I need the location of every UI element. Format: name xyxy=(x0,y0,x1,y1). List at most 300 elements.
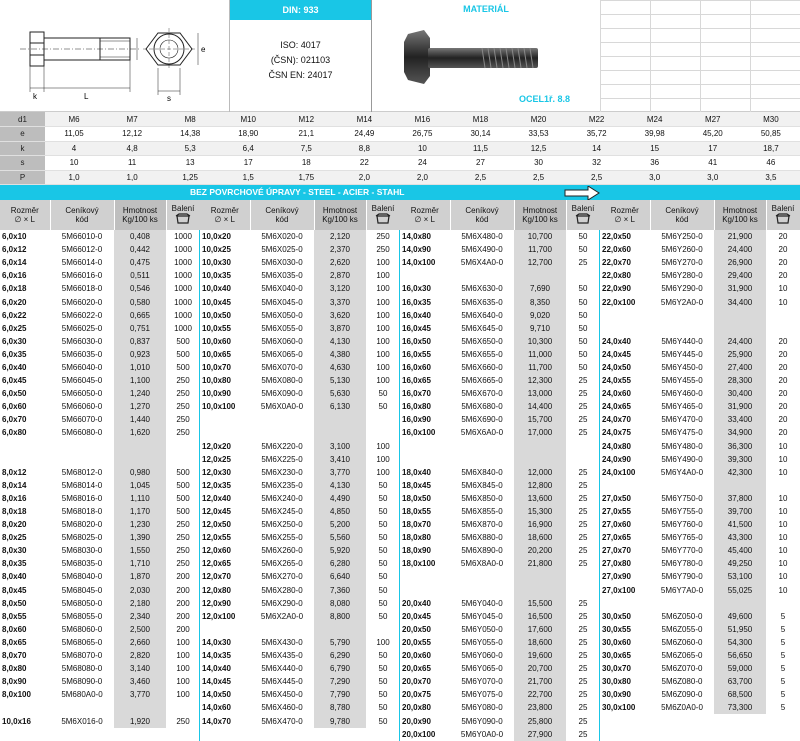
weight-cell: 21,800 xyxy=(514,557,566,570)
pack-cell: 20 xyxy=(778,428,788,438)
pack-cell: 25 xyxy=(578,507,588,517)
size-cell: 6,0x70 xyxy=(2,415,27,425)
code-cell: 5M6X435-0 xyxy=(261,651,303,661)
dims-value: 1,0 xyxy=(45,170,103,185)
weight-cell: 25,800 xyxy=(514,714,566,727)
dims-size: M16 xyxy=(393,112,451,127)
product-row xyxy=(600,649,800,662)
code-header-sublabel: kód xyxy=(475,215,489,224)
size-cell: 8,0x25 xyxy=(2,533,27,543)
blank-cell xyxy=(0,453,50,466)
weight-cell: 4,630 xyxy=(314,361,366,374)
weight-cell: 12,700 xyxy=(514,256,566,269)
iso-standard: ISO: 4017 xyxy=(280,40,321,50)
size-cell: 16,0x45 xyxy=(402,323,431,333)
weight-cell: 1,710 xyxy=(114,557,166,570)
pack-cell: 100 xyxy=(376,336,390,346)
code-cell: 5M6X4A0-0 xyxy=(460,258,504,268)
pack-cell: 50 xyxy=(578,310,588,320)
weight-cell: 3,100 xyxy=(314,440,366,453)
product-row xyxy=(600,584,800,597)
weight-cell: 11,000 xyxy=(514,348,566,361)
size-cell: 10,0x100 xyxy=(202,402,236,412)
product-row xyxy=(600,269,800,282)
size-cell: 16,0x65 xyxy=(402,376,431,386)
blank-cell xyxy=(250,623,314,636)
weight-cell: 25,900 xyxy=(714,348,766,361)
product-row xyxy=(0,243,200,256)
dims-size: M7 xyxy=(103,112,161,127)
size-cell: 22,0x90 xyxy=(602,284,631,294)
code-header-label: Ceníkový xyxy=(665,206,699,215)
size-header xyxy=(400,200,450,230)
code-cell: 5M6X645-0 xyxy=(461,323,503,333)
pack-cell: 25 xyxy=(578,624,588,634)
size-cell: 24,0x65 xyxy=(602,402,631,412)
code-cell: 5M6Y080-0 xyxy=(461,703,503,713)
size-cell: 10,0x60 xyxy=(202,336,231,346)
size-cell: 20,0x55 xyxy=(402,637,431,647)
pack-cell: 250 xyxy=(176,389,190,399)
product-row xyxy=(200,570,400,583)
product-row xyxy=(0,557,200,570)
blank-row xyxy=(200,623,400,636)
code-header xyxy=(450,200,514,230)
code-cell: 5M6X855-0 xyxy=(461,507,503,517)
code-cell: 5M6X470-0 xyxy=(261,716,303,726)
code-cell: 5M6Y040-0 xyxy=(461,598,503,608)
product-row xyxy=(600,453,800,466)
blank-cell xyxy=(566,269,600,282)
product-row xyxy=(600,531,800,544)
dims-label: k xyxy=(0,141,45,156)
code-header-sublabel: kód xyxy=(675,215,689,224)
dims-size: M14 xyxy=(335,112,393,127)
weight-cell: 7,690 xyxy=(514,282,566,295)
product-row xyxy=(200,544,400,557)
product-row xyxy=(600,374,800,387)
blank-cell xyxy=(166,453,200,466)
product-header-row xyxy=(400,200,600,230)
weight-cell: 2,660 xyxy=(114,636,166,649)
bolt-technical-drawing xyxy=(0,0,230,112)
dims-value: 35,72 xyxy=(568,127,626,142)
size-cell: 18,0x45 xyxy=(402,480,431,490)
product-row xyxy=(600,570,800,583)
finish-banner xyxy=(0,185,800,200)
dims-value: 45,20 xyxy=(684,127,742,142)
code-cell: 5M66010-0 xyxy=(61,232,103,242)
code-cell: 5M68016-0 xyxy=(61,493,103,503)
code-cell: 5M6Z070-0 xyxy=(661,664,703,674)
dims-size: M18 xyxy=(451,112,509,127)
blank-cell xyxy=(650,479,714,492)
product-row xyxy=(200,701,400,714)
blank-cell xyxy=(514,584,566,597)
product-row xyxy=(400,256,600,269)
product-row xyxy=(400,688,600,701)
pack-cell: 50 xyxy=(578,362,588,372)
blank-cell xyxy=(200,623,250,636)
code-cell: 5M68035-0 xyxy=(61,559,103,569)
code-cell: 5M680A0-0 xyxy=(61,690,103,700)
size-cell: 27,0x60 xyxy=(602,520,631,530)
weight-cell: 1,270 xyxy=(114,400,166,413)
pack-cell: 10 xyxy=(778,507,788,517)
weight-cell: 2,500 xyxy=(114,623,166,636)
weight-cell: 1,550 xyxy=(114,544,166,557)
pack-header-label: Balení xyxy=(371,204,395,213)
product-row xyxy=(600,348,800,361)
pack-cell: 100 xyxy=(376,310,390,320)
size-cell: 6,0x16 xyxy=(2,271,27,281)
product-row xyxy=(400,479,600,492)
size-cell: 14,0x50 xyxy=(202,690,231,700)
size-cell: 20,0x90 xyxy=(402,716,431,726)
dims-label: e xyxy=(0,127,45,142)
product-row xyxy=(200,610,400,623)
header-section xyxy=(0,0,800,112)
code-cell: 5M6Y280-0 xyxy=(661,271,703,281)
blank-cell xyxy=(650,309,714,322)
weight-cell: 1,045 xyxy=(114,479,166,492)
code-cell: 5M6Z050-0 xyxy=(661,611,703,621)
size-header-sublabel: ∅ × L xyxy=(414,215,436,224)
weight-cell: 34,900 xyxy=(714,426,766,439)
product-row xyxy=(400,492,600,505)
dims-value: 1,75 xyxy=(277,170,335,185)
dims-value: 11,5 xyxy=(451,141,509,156)
size-cell: 8,0x20 xyxy=(2,520,27,530)
weight-cell: 3,120 xyxy=(314,282,366,295)
bolt-drawing-svg xyxy=(0,0,230,112)
weight-cell: 17,000 xyxy=(514,426,566,439)
pack-cell: 250 xyxy=(176,402,190,412)
product-row xyxy=(400,675,600,688)
weight-cell: 24,400 xyxy=(714,335,766,348)
size-cell: 24,0x45 xyxy=(602,349,631,359)
dims-label: P xyxy=(0,170,45,185)
pack-cell: 25 xyxy=(578,389,588,399)
pack-cell: 200 xyxy=(176,585,190,595)
code-cell: 5M6Y090-0 xyxy=(461,716,503,726)
code-cell: 5M6X460-0 xyxy=(261,703,303,713)
csn-en-standard: ČSN EN: 24017 xyxy=(268,70,333,80)
product-row xyxy=(200,230,400,243)
product-row xyxy=(0,531,200,544)
product-row xyxy=(400,282,600,295)
pack-cell: 5 xyxy=(780,690,786,700)
dims-value: 1,25 xyxy=(161,170,219,185)
product-row xyxy=(600,675,800,688)
weight-cell: 51,950 xyxy=(714,623,766,636)
dims-value: 2,5 xyxy=(510,170,568,185)
code-cell: 5M6X480-0 xyxy=(461,232,503,242)
weight-header xyxy=(114,200,166,230)
product-row xyxy=(200,675,400,688)
size-cell: 8,0x45 xyxy=(2,585,27,595)
size-cell: 16,0x90 xyxy=(402,415,431,425)
dims-size: M30 xyxy=(742,112,800,127)
weight-cell: 54,300 xyxy=(714,636,766,649)
pack-cell: 500 xyxy=(176,349,190,359)
pack-header-label: Balení xyxy=(771,204,795,213)
pack-cell: 100 xyxy=(176,651,190,661)
blank-cell xyxy=(400,269,450,282)
pack-cell: 25 xyxy=(578,376,588,386)
dims-value: 14,38 xyxy=(161,127,219,142)
pack-cell: 25 xyxy=(578,637,588,647)
size-cell: 27,0x50 xyxy=(602,493,631,503)
pack-cell: 5 xyxy=(780,703,786,713)
blank-cell xyxy=(50,440,114,453)
size-cell: 22,0x70 xyxy=(602,258,631,268)
code-cell: 5M6X250-0 xyxy=(261,520,303,530)
size-cell: 6,0x20 xyxy=(2,297,27,307)
size-cell: 12,0x45 xyxy=(202,507,231,517)
product-table xyxy=(0,200,201,728)
product-row xyxy=(600,256,800,269)
code-cell: 5M66070-0 xyxy=(61,415,103,425)
weight-cell: 16,900 xyxy=(514,518,566,531)
label-L: L xyxy=(84,92,89,101)
code-cell: 5M68070-0 xyxy=(61,651,103,661)
pack-cell: 5 xyxy=(780,637,786,647)
size-cell: 24,0x80 xyxy=(602,441,631,451)
size-cell: 16,0x60 xyxy=(402,362,431,372)
code-cell: 5M6X090-0 xyxy=(261,389,303,399)
dims-row xyxy=(0,170,800,185)
code-header-label: Ceníkový xyxy=(265,206,299,215)
pack-cell: 25 xyxy=(578,690,588,700)
pack-header xyxy=(166,200,200,230)
size-cell: 18,0x90 xyxy=(402,546,431,556)
weight-cell: 15,700 xyxy=(514,413,566,426)
weight-cell: 7,360 xyxy=(314,584,366,597)
blank-cell xyxy=(714,479,766,492)
weight-cell: 42,300 xyxy=(714,466,766,479)
product-row xyxy=(200,400,400,413)
pack-cell: 250 xyxy=(176,559,190,569)
product-row xyxy=(400,728,600,741)
blank-row xyxy=(600,309,800,322)
size-cell: 10,0x90 xyxy=(202,389,231,399)
code-cell: 5M6X055-0 xyxy=(261,323,303,333)
size-cell: 8,0x40 xyxy=(2,572,27,582)
dims-value: 2,5 xyxy=(451,170,509,185)
blank-cell xyxy=(400,570,450,583)
weight-cell: 22,700 xyxy=(514,688,566,701)
product-column xyxy=(200,200,400,741)
pack-cell: 100 xyxy=(176,664,190,674)
weight-cell: 0,980 xyxy=(114,466,166,479)
product-row xyxy=(400,701,600,714)
weight-cell: 0,442 xyxy=(114,243,166,256)
size-cell: 27,0x55 xyxy=(602,507,631,517)
pack-cell: 100 xyxy=(376,454,390,464)
weight-cell: 3,770 xyxy=(314,466,366,479)
size-cell: 12,0x70 xyxy=(202,572,231,582)
weight-cell: 27,900 xyxy=(514,728,566,741)
code-cell: 5M6Y455-0 xyxy=(661,376,703,386)
blank-cell xyxy=(450,440,514,453)
weight-cell: 11,700 xyxy=(514,361,566,374)
blank-cell xyxy=(514,570,566,583)
pack-cell: 250 xyxy=(176,376,190,386)
code-cell: 5M6Y445-0 xyxy=(661,349,703,359)
pack-cell: 100 xyxy=(176,637,190,647)
pack-cell: 20 xyxy=(778,232,788,242)
weight-cell: 45,400 xyxy=(714,544,766,557)
code-cell: 5M6Z0A0-0 xyxy=(661,703,703,713)
weight-cell: 10,700 xyxy=(514,230,566,243)
code-cell: 5M66016-0 xyxy=(61,271,103,281)
size-header xyxy=(0,200,50,230)
weight-cell: 49,250 xyxy=(714,557,766,570)
product-row xyxy=(400,623,600,636)
pack-cell: 100 xyxy=(376,349,390,359)
material-label: MATERIÁL xyxy=(463,4,509,14)
product-row xyxy=(0,662,200,675)
pack-cell: 50 xyxy=(578,232,588,242)
weight-cell: 6,640 xyxy=(314,570,366,583)
code-cell: 5M6Y440-0 xyxy=(661,336,703,346)
pack-cell: 5 xyxy=(780,651,786,661)
product-row xyxy=(400,400,600,413)
code-cell: 5M6X230-0 xyxy=(261,467,303,477)
weight-header-label: Hmotnost xyxy=(322,206,358,215)
blank-cell xyxy=(766,309,800,322)
weight-cell: 2,030 xyxy=(114,584,166,597)
pack-header xyxy=(366,200,400,230)
standards-box xyxy=(230,0,372,112)
product-row xyxy=(600,243,800,256)
code-cell: 5M68020-0 xyxy=(61,520,103,530)
pack-cell: 50 xyxy=(378,651,388,661)
weight-header xyxy=(314,200,366,230)
size-cell: 8,0x70 xyxy=(2,651,27,661)
pack-header xyxy=(566,200,600,230)
weight-cell: 31,900 xyxy=(714,400,766,413)
product-row xyxy=(600,230,800,243)
code-cell: 5M66020-0 xyxy=(61,297,103,307)
size-cell: 30,0x80 xyxy=(602,677,631,687)
product-row xyxy=(0,269,200,282)
blank-cell xyxy=(314,623,366,636)
weight-cell: 12,000 xyxy=(514,466,566,479)
size-cell: 6,0x10 xyxy=(2,232,27,242)
pack-cell: 250 xyxy=(176,546,190,556)
pack-cell: 25 xyxy=(578,611,588,621)
empty-grid-area xyxy=(600,0,800,112)
pack-cell: 500 xyxy=(176,362,190,372)
code-cell: 5M6X0A0-0 xyxy=(260,402,304,412)
weight-cell: 73,300 xyxy=(714,701,766,714)
pack-cell: 50 xyxy=(578,245,588,255)
blank-cell xyxy=(314,426,366,439)
size-cell: 16,0x50 xyxy=(402,336,431,346)
product-column xyxy=(0,200,200,741)
pack-header xyxy=(766,200,800,230)
code-cell: 5M68060-0 xyxy=(61,624,103,634)
weight-cell: 55,025 xyxy=(714,584,766,597)
size-cell: 6,0x80 xyxy=(2,428,27,438)
pack-cell: 100 xyxy=(376,637,390,647)
code-cell: 5M6X080-0 xyxy=(261,376,303,386)
code-cell: 5M6Y765-0 xyxy=(661,533,703,543)
pack-cell: 100 xyxy=(376,467,390,477)
blank-row xyxy=(200,426,400,439)
pack-cell: 100 xyxy=(376,362,390,372)
pack-cell: 25 xyxy=(578,729,588,739)
dims-value: 11 xyxy=(103,156,161,171)
weight-cell: 20,700 xyxy=(514,662,566,675)
product-row xyxy=(0,584,200,597)
code-cell: 5M6X255-0 xyxy=(261,533,303,543)
size-cell: 16,0x70 xyxy=(402,389,431,399)
dims-size: M6 xyxy=(45,112,103,127)
csn-standard: (ČSN): 021103 xyxy=(270,55,331,65)
pack-cell: 250 xyxy=(376,232,390,242)
pack-cell: 10 xyxy=(778,520,788,530)
pack-cell: 10 xyxy=(778,572,788,582)
pack-cell: 25 xyxy=(578,546,588,556)
product-row xyxy=(200,584,400,597)
product-row xyxy=(200,492,400,505)
product-row xyxy=(0,387,200,400)
size-header-label: Rozměr xyxy=(10,206,39,215)
pack-cell: 50 xyxy=(578,297,588,307)
size-cell: 27,0x90 xyxy=(602,572,631,582)
weight-cell: 9,780 xyxy=(314,714,366,727)
blank-row xyxy=(400,269,600,282)
product-row xyxy=(0,570,200,583)
size-cell: 12,0x100 xyxy=(202,611,236,621)
product-row xyxy=(0,322,200,335)
weight-cell: 10,300 xyxy=(514,335,566,348)
product-row xyxy=(0,675,200,688)
pack-cell: 10 xyxy=(778,467,788,477)
dims-size-row xyxy=(0,112,800,127)
code-cell: 5M68018-0 xyxy=(61,507,103,517)
pack-cell: 50 xyxy=(378,572,388,582)
pack-cell: 10 xyxy=(778,585,788,595)
package-icon xyxy=(575,213,591,224)
size-cell: 6,0x30 xyxy=(2,336,27,346)
size-cell: 16,0x30 xyxy=(402,284,431,294)
weight-cell: 15,500 xyxy=(514,597,566,610)
product-row xyxy=(200,662,400,675)
pack-cell: 20 xyxy=(778,376,788,386)
pack-cell: 200 xyxy=(176,598,190,608)
weight-cell: 0,837 xyxy=(114,335,166,348)
product-row xyxy=(600,400,800,413)
code-cell: 5M6X070-0 xyxy=(261,362,303,372)
code-cell: 5M68080-0 xyxy=(61,664,103,674)
code-cell: 5M68040-0 xyxy=(61,572,103,582)
size-cell: 6,0x35 xyxy=(2,349,27,359)
product-row xyxy=(200,688,400,701)
pack-cell: 20 xyxy=(778,362,788,372)
pack-cell: 25 xyxy=(578,664,588,674)
product-row xyxy=(200,348,400,361)
dims-value: 5,3 xyxy=(161,141,219,156)
product-row xyxy=(600,492,800,505)
weight-cell: 1,110 xyxy=(114,492,166,505)
blank-cell xyxy=(566,584,600,597)
blank-cell xyxy=(650,322,714,335)
pack-cell: 1000 xyxy=(174,271,192,281)
